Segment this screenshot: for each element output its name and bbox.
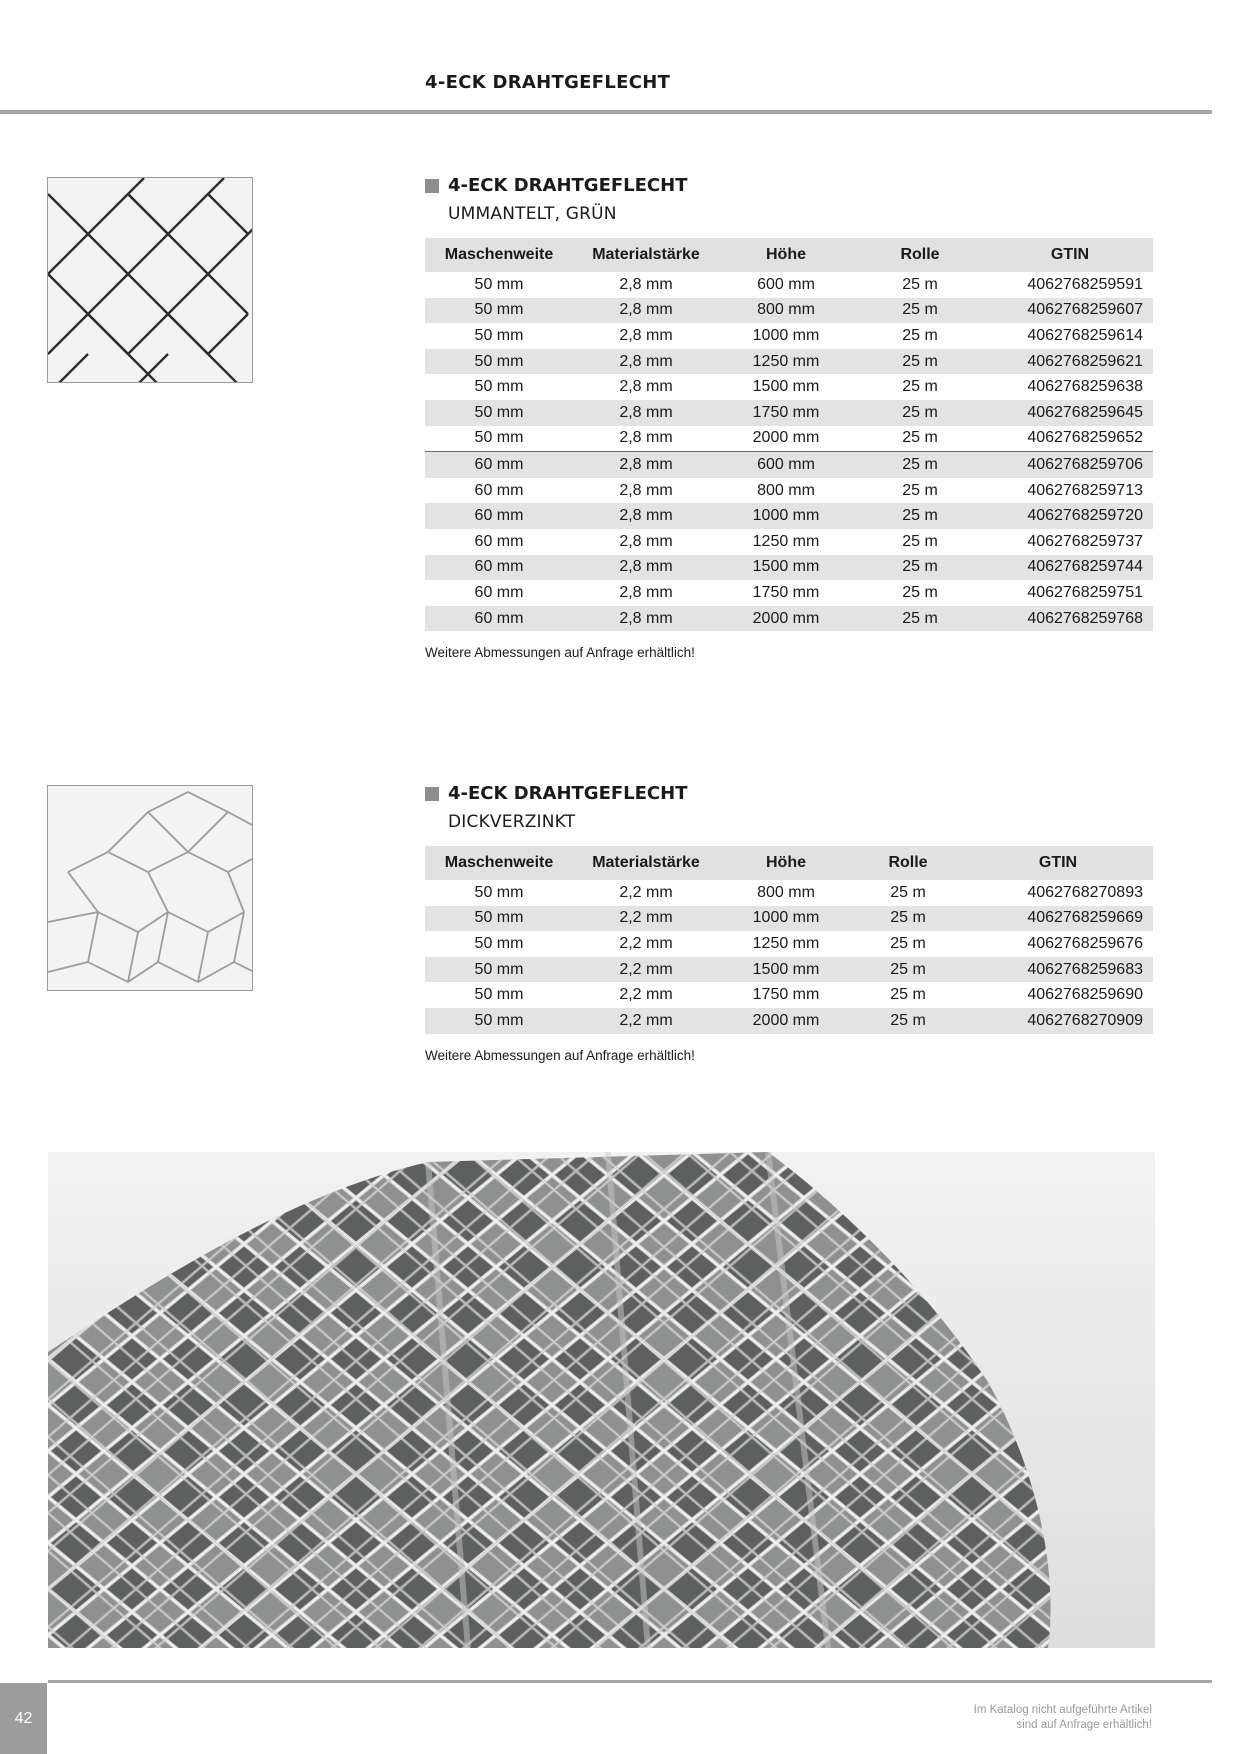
table-row <box>425 555 1153 581</box>
table-row <box>425 478 1153 504</box>
square-bullet-icon <box>425 787 439 801</box>
material-thickness-cell: 2,8 mm <box>619 429 673 447</box>
table-row <box>425 349 1153 375</box>
height-cell: 2000 mm <box>719 606 853 632</box>
green-coated-mesh-photo-icon <box>48 178 253 383</box>
material-thickness-cell: 2,8 mm <box>573 555 719 581</box>
roll-length-cell: 25 m <box>902 532 938 550</box>
availability-note: Weitere Abmessungen auf Anfrage erhältlich! <box>425 645 695 660</box>
mesh-width-cell: 60 mm <box>474 532 524 550</box>
height-cell: 1750 mm <box>752 583 820 601</box>
material-thickness-cell: 2,8 mm <box>573 606 719 632</box>
roll-length-cell: 25 m <box>890 934 926 952</box>
height-cell: 1750 mm <box>719 400 853 426</box>
roll-length-cell: 25 m <box>902 326 938 344</box>
spec-table-green <box>425 238 1153 631</box>
roll-length-cell: 25 m <box>902 429 938 447</box>
gtin-cell: 4062768259768 <box>987 606 1153 632</box>
square-bullet-icon <box>425 179 439 193</box>
material-thickness-cell: 2,8 mm <box>619 326 673 344</box>
table-row <box>425 452 1153 478</box>
column-header: GTIN <box>963 846 1153 880</box>
roll-length-cell: 25 m <box>890 883 926 901</box>
column-header: Höhe <box>719 238 853 272</box>
material-thickness-cell: 2,2 mm <box>619 883 673 901</box>
gtin-cell: 4062768259638 <box>1027 378 1143 396</box>
section-title-green <box>425 175 687 196</box>
material-thickness-cell: 2,8 mm <box>619 583 673 601</box>
spec-table-galvanized <box>425 846 1153 1034</box>
galvanized-mesh-roll-photo-icon <box>48 1152 1155 1648</box>
height-cell: 800 mm <box>757 883 815 901</box>
material-thickness-cell: 2,2 mm <box>573 906 719 932</box>
roll-length-cell: 25 m <box>853 503 987 529</box>
gtin-cell: 4062768270893 <box>1027 883 1143 901</box>
height-cell: 1500 mm <box>719 957 853 983</box>
column-header: GTIN <box>987 238 1153 272</box>
material-thickness-cell: 2,8 mm <box>619 378 673 396</box>
footer-note-line: sind auf Anfrage erhältlich! <box>1016 1719 1152 1731</box>
section-heading: 4-ECK DRAHTGEFLECHT <box>448 783 688 804</box>
gtin-cell: 4062768259607 <box>987 298 1153 324</box>
footer-note <box>974 1703 1152 1733</box>
roll-length-cell: 25 m <box>902 378 938 396</box>
mesh-width-cell: 50 mm <box>474 326 524 344</box>
gtin-cell: 4062768259614 <box>1027 326 1143 344</box>
height-cell: 1250 mm <box>752 934 820 952</box>
mesh-width-cell: 60 mm <box>474 583 524 601</box>
table-row <box>425 503 1153 529</box>
roll-length-cell: 25 m <box>853 1008 963 1034</box>
section-heading: 4-ECK DRAHTGEFLECHT <box>448 175 688 196</box>
section-title-galvanized <box>425 783 687 804</box>
roll-length-cell: 25 m <box>853 555 987 581</box>
height-cell: 1250 mm <box>719 349 853 375</box>
gtin-cell: 4062768259744 <box>987 555 1153 581</box>
gtin-cell: 4062768259652 <box>1027 429 1143 447</box>
material-thickness-cell: 2,8 mm <box>619 275 673 293</box>
section-subtitle: UMMANTELT, GRÜN <box>448 204 617 224</box>
header-divider <box>0 110 1212 114</box>
gtin-cell: 4062768259720 <box>987 503 1153 529</box>
product-image-green-coated <box>47 177 253 383</box>
material-thickness-cell: 2,8 mm <box>573 400 719 426</box>
roll-length-cell: 25 m <box>890 986 926 1004</box>
galvanized-mesh-photo-icon <box>48 786 253 991</box>
height-cell: 2000 mm <box>719 1008 853 1034</box>
roll-length-cell: 25 m <box>853 906 963 932</box>
table-row <box>425 880 1153 906</box>
product-image-galvanized <box>47 785 253 991</box>
roll-length-cell: 25 m <box>853 298 987 324</box>
column-header: Materialstärke <box>573 238 719 272</box>
height-cell: 1000 mm <box>752 326 820 344</box>
height-cell: 800 mm <box>757 481 815 499</box>
column-header: Maschenweite <box>425 846 573 880</box>
material-thickness-cell: 2,2 mm <box>619 986 673 1004</box>
gtin-cell: 4062768259645 <box>987 400 1153 426</box>
table-row <box>425 606 1153 632</box>
column-header: Rolle <box>853 238 987 272</box>
table-row <box>425 323 1153 349</box>
height-cell: 600 mm <box>757 275 815 293</box>
table-row <box>425 957 1153 983</box>
material-thickness-cell: 2,8 mm <box>573 349 719 375</box>
mesh-width-cell: 50 mm <box>474 934 524 952</box>
gtin-cell: 4062768259591 <box>1027 275 1143 293</box>
material-thickness-cell: 2,8 mm <box>619 532 673 550</box>
mesh-width-cell: 50 mm <box>474 275 524 293</box>
mesh-width-cell: 50 mm <box>425 1008 573 1034</box>
mesh-width-cell: 50 mm <box>425 400 573 426</box>
mesh-width-cell: 50 mm <box>425 957 573 983</box>
table-row <box>425 298 1153 324</box>
table-row <box>425 426 1153 452</box>
mesh-width-cell: 50 mm <box>425 298 573 324</box>
height-cell: 1750 mm <box>752 986 820 1004</box>
material-thickness-cell: 2,2 mm <box>619 934 673 952</box>
material-thickness-cell: 2,8 mm <box>573 503 719 529</box>
mesh-width-cell: 50 mm <box>474 883 524 901</box>
mesh-width-cell: 60 mm <box>425 503 573 529</box>
height-cell: 800 mm <box>719 298 853 324</box>
material-thickness-cell: 2,2 mm <box>573 1008 719 1034</box>
column-header: Rolle <box>853 846 963 880</box>
gtin-cell: 4062768270909 <box>963 1008 1153 1034</box>
height-cell: 1250 mm <box>752 532 820 550</box>
height-cell: 1500 mm <box>752 378 820 396</box>
height-cell: 1500 mm <box>719 555 853 581</box>
column-header: Höhe <box>719 846 853 880</box>
table-row <box>425 400 1153 426</box>
page-number: 42 <box>0 1683 47 1754</box>
height-cell: 1000 mm <box>719 906 853 932</box>
page-title: 4-ECK DRAHTGEFLECHT <box>425 72 671 93</box>
table-row <box>425 931 1153 957</box>
roll-length-cell: 25 m <box>853 957 963 983</box>
table-row <box>425 272 1153 298</box>
material-thickness-cell: 2,2 mm <box>573 957 719 983</box>
table-row <box>425 1008 1153 1034</box>
roll-length-cell: 25 m <box>902 583 938 601</box>
gtin-cell: 4062768259706 <box>987 452 1153 478</box>
height-cell: 600 mm <box>719 452 853 478</box>
roll-length-cell: 25 m <box>853 349 987 375</box>
table-row <box>425 982 1153 1008</box>
table-header-row <box>425 238 1153 272</box>
column-header: Maschenweite <box>425 238 573 272</box>
roll-length-cell: 25 m <box>902 481 938 499</box>
table-row <box>425 580 1153 606</box>
gtin-cell: 4062768259683 <box>963 957 1153 983</box>
gtin-cell: 4062768259621 <box>987 349 1153 375</box>
roll-length-cell: 25 m <box>902 275 938 293</box>
gtin-cell: 4062768259737 <box>1027 532 1143 550</box>
gtin-cell: 4062768259669 <box>963 906 1153 932</box>
mesh-width-cell: 60 mm <box>474 481 524 499</box>
material-thickness-cell: 2,8 mm <box>619 481 673 499</box>
mesh-width-cell: 50 mm <box>474 429 524 447</box>
section-subtitle: DICKVERZINKT <box>448 812 576 832</box>
hero-image <box>48 1152 1155 1648</box>
column-header: Materialstärke <box>573 846 719 880</box>
height-cell: 2000 mm <box>752 429 820 447</box>
footer-divider <box>48 1680 1212 1683</box>
roll-length-cell: 25 m <box>853 400 987 426</box>
material-thickness-cell: 2,8 mm <box>573 452 719 478</box>
roll-length-cell: 25 m <box>853 606 987 632</box>
mesh-width-cell: 50 mm <box>474 986 524 1004</box>
material-thickness-cell: 2,8 mm <box>573 298 719 324</box>
mesh-width-cell: 60 mm <box>425 606 573 632</box>
gtin-cell: 4062768259676 <box>1027 934 1143 952</box>
gtin-cell: 4062768259751 <box>1027 583 1143 601</box>
table-row <box>425 529 1153 555</box>
table-row <box>425 374 1153 400</box>
mesh-width-cell: 60 mm <box>425 555 573 581</box>
roll-length-cell: 25 m <box>853 452 987 478</box>
table-header-row <box>425 846 1153 880</box>
mesh-width-cell: 60 mm <box>425 452 573 478</box>
height-cell: 1000 mm <box>719 503 853 529</box>
gtin-cell: 4062768259713 <box>1027 481 1143 499</box>
mesh-width-cell: 50 mm <box>425 349 573 375</box>
table-row <box>425 906 1153 932</box>
availability-note: Weitere Abmessungen auf Anfrage erhältlich! <box>425 1048 695 1063</box>
mesh-width-cell: 50 mm <box>474 378 524 396</box>
footer-note-line: Im Katalog nicht aufgeführte Artikel <box>973 1704 1152 1716</box>
mesh-width-cell: 50 mm <box>425 906 573 932</box>
gtin-cell: 4062768259690 <box>1027 986 1143 1004</box>
